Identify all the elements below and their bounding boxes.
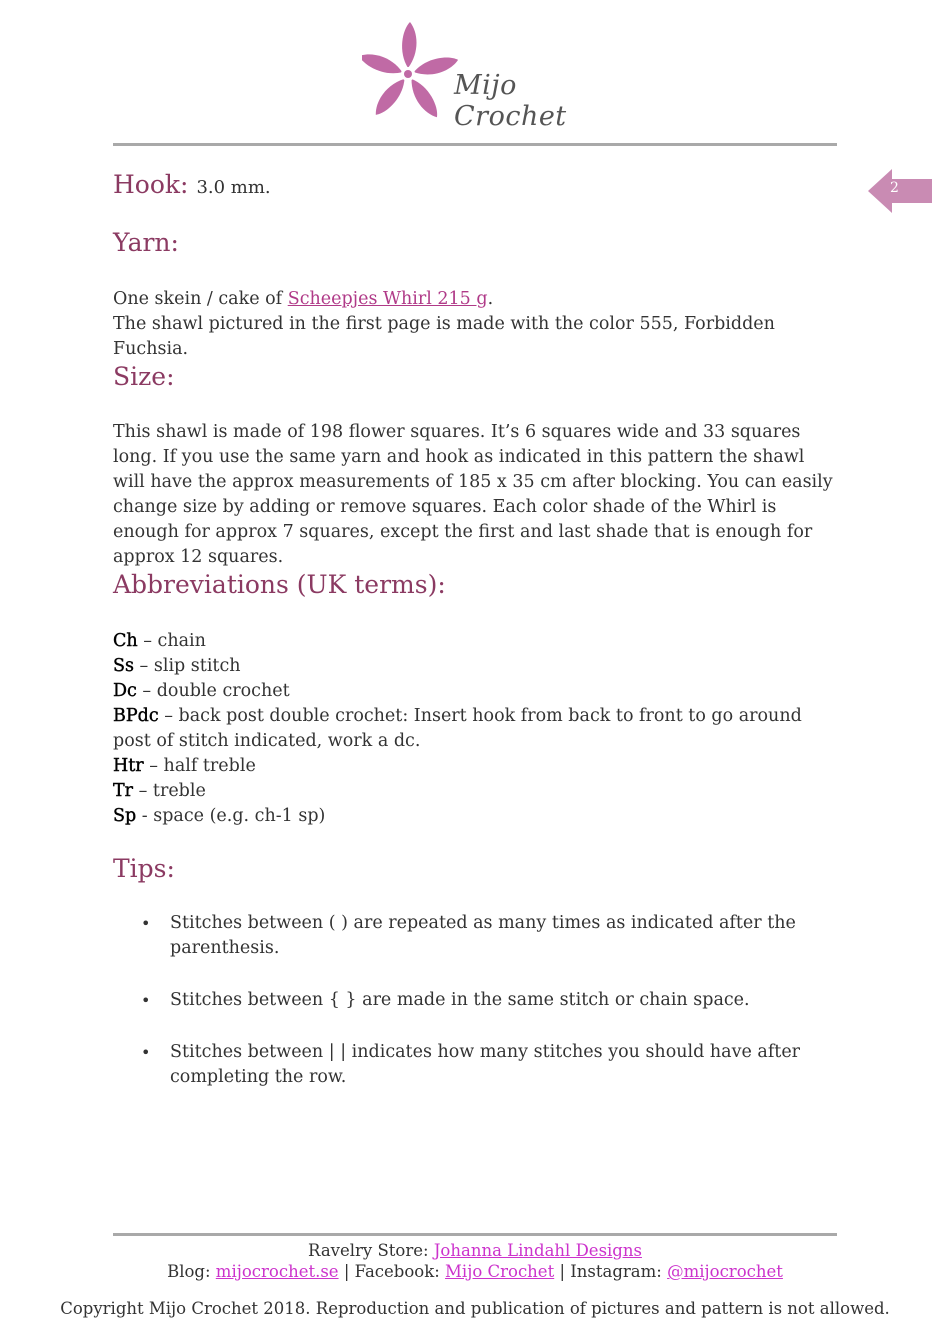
abbreviation-item: [113, 704, 813, 754]
instagram-link[interactable]: @mijocrochet: [667, 1262, 783, 1281]
abbreviation-item: [113, 804, 813, 829]
tips-heading: Tips:: [113, 854, 175, 883]
social-line: [0, 1261, 950, 1282]
yarn-line1-suffix: .: [487, 289, 494, 309]
abbreviation-term: Tr: [113, 781, 134, 801]
yarn-heading: Yarn:: [113, 228, 179, 257]
hook-size: 3.0 mm.: [196, 177, 271, 198]
size-text: This shawl is made of 198 flower squares. It’s 6 squares wide and 33 squares long. If you use the same yarn and hook as indicated in this pattern the shawl will have the approx measurements of 185 x 35 cm after blocking. You can easily change size by adding or remove squares. Each color shade of the Whirl is enough for approx 7 squares, except the first and last shade that is enough for approx 12 squares.: [113, 422, 833, 567]
abbreviation-item: [113, 629, 813, 654]
instagram-label: | Instagram:: [554, 1262, 668, 1281]
abbreviation-item: [113, 654, 813, 679]
hook-heading: [113, 170, 271, 199]
copyright-notice: Copyright Mijo Crochet 2018. Reproduction and publication of pictures and pattern is not allowed.: [60, 1299, 890, 1318]
tip-item: [113, 988, 837, 1013]
abbreviation-def: – chain: [137, 631, 206, 651]
yarn-line1-prefix: One skein / cake of: [113, 289, 288, 309]
page-number: 2: [890, 180, 899, 196]
bullet-icon: •: [141, 1043, 151, 1062]
footer-divider: [113, 1233, 837, 1236]
tips-list: [113, 911, 837, 1117]
tip-item: [113, 1040, 837, 1090]
abbreviation-term: Dc: [113, 681, 137, 701]
facebook-link[interactable]: Mijo Crochet: [445, 1262, 555, 1281]
ravelry-label: Ravelry Store:: [308, 1241, 434, 1260]
abbreviation-term: Sp: [113, 806, 137, 826]
yarn-link[interactable]: Scheepjes Whirl 215 g: [287, 289, 488, 309]
yarn-line2: The shawl pictured in the first page is made with the color 555, Forbidden Fuchsia.: [113, 314, 775, 359]
ravelry-store-link[interactable]: Johanna Lindahl Designs: [433, 1241, 642, 1260]
abbreviation-item: [113, 779, 813, 804]
facebook-label: | Facebook:: [338, 1262, 446, 1281]
abbreviation-def: – slip stitch: [133, 656, 241, 676]
abbreviation-term: Ch: [113, 631, 138, 651]
flower-logo-icon: [362, 18, 462, 130]
abbreviations-heading: Abbreviations (UK terms):: [113, 570, 446, 599]
size-heading: Size:: [113, 362, 175, 391]
footer-links: [0, 1240, 950, 1282]
tip-text: Stitches between | | indicates how many stitches you should have after completing the row.: [170, 1042, 801, 1087]
tip-text: Stitches between ( ) are repeated as many times as indicated after the parenthesis.: [170, 913, 796, 958]
blog-link[interactable]: mijocrochet.se: [215, 1262, 339, 1281]
tip-text: Stitches between { } are made in the same stitch or chain space.: [170, 990, 750, 1010]
abbreviation-def: – back post double crochet: Insert hook from back to front to go around post of stitch indicated, work a dc.: [113, 706, 802, 751]
abbreviation-def: – half treble: [143, 756, 256, 776]
abbreviation-def: - space (e.g. ch-1 sp): [136, 806, 326, 826]
abbreviation-def: – double crochet: [136, 681, 290, 701]
bullet-icon: •: [141, 991, 151, 1010]
blog-label: Blog:: [167, 1262, 216, 1281]
abbreviation-item: [113, 679, 813, 704]
header-divider: [113, 143, 837, 146]
abbreviation-term: Htr: [113, 756, 144, 776]
page-number-tab: [868, 169, 932, 213]
hook-label: Hook:: [113, 170, 189, 199]
bullet-icon: •: [141, 914, 151, 933]
abbreviation-term: Ss: [113, 656, 134, 676]
abbreviations-list: [113, 629, 813, 829]
ravelry-line: [0, 1240, 950, 1261]
tip-item: [113, 911, 837, 961]
brand-name: Mijo Crochet: [454, 70, 567, 132]
yarn-text: [113, 287, 837, 362]
abbreviation-item: [113, 754, 813, 779]
abbreviation-def: – treble: [133, 781, 206, 801]
left-arrow-icon: [868, 169, 932, 213]
brand-logo: [362, 18, 602, 130]
abbreviation-term: BPdc: [113, 706, 159, 726]
